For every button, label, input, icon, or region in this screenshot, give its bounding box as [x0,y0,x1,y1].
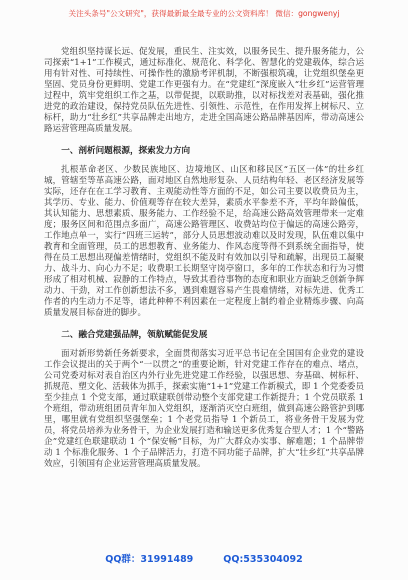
header-notice: 关注头条号"公文研究"，获得最新最全最专业的公文资料库！ 微信：gongwenyj [68,9,340,18]
section-body-1: 扎根革命老区、少数民族地区、边境地区、山区和移民区“五区一体”的壮乡红城，管辖至等革高速公路，面对地区自然地形复杂、人员结构年轻、老区经济发展等实际，还存在在工学习教育、主观能动性等方面的不足，如公司主要以收费员为主，其学历、专业、能力、价值观等存在较大差异，素质水平参差不齐，平均年龄偏低，其认知能力、思想素质、服务能力、工作经验不足，给高速公路高效管理带来一定难度；服务区间和范围点多面广，高速公路管理区、收费站均位于偏远的高速公路旁，工作地点单一，实行“四班三运转”，部分人员思想波动难以及时发现，队伍难以集中教育和全面管理，员工的思想教育、业务能力、作风态度等得不到系统全面指导，使得在员工思想出现偏差情绪时，党组织不能及时有效加以引导和疏解，出现员工凝聚力、战斗力、向心力不足；收费职工长期坚守岗亭窗口，多年的工作状态和行为习惯形成了相对机械、寂静的工作特点，导致其看待事物的态度和职业方面缺乏创新争辉动力、干劲，对工作创新想法不多，遇到难题容易产生畏难情绪，对标先进、优秀工作者的内生动力不足等，诸此种种不利因素在一定程度上制约着企业精炼步骤、向高质量发展目标奋进的脚步。 [44,165,364,318]
footer-qq: QQ:535304092 [223,554,303,565]
document-body [44,47,364,470]
footer-contact [0,554,408,566]
section-heading-1: 一、剖析问题根源，探索发力方向 [61,146,191,156]
intro-paragraph: 党组织坚持谋长远、促发展，重民生、注实效，以服务民生、提升服务能力，公司探索“1+1”工作模式，通过标准化、规范化、科学化、智慧化的党建载体，综合运用有针对性、可持续性、可操作性的激励考评机制，不断强根筑魂，让党组织堡垒更坚固、党员身份更鲜明、党建工作更强有力。在“党建红”深度嵌入“壮乡红”运营管理过程中，筑牢党组织工作之基，以带促提，以联助推，以对标找差对表基础，强化推进党的政治建设，保持党员队伍先进性、引领性、示范性，在作用发挥上树标尺、立标杆，助力“壮乡红”共享品牌走出地方，走进全国高速公路品牌基因库，带动高速公路运营管理高质量发展。 [44,47,364,134]
section-body-2: 面对新形势新任务新要求，全面贯彻落实习近平总书记在全国国有企业党的建设工作会议提出的关于两个“一以贯之”的重要论断，针对党建工作存在的难点、堵点，公司党委对标对表自治区内外行业先进党建工作经验，以强思想、夯基础、树标杆、抓规范、塑文化、活载体为抓手，探索实施“1+1”党建工作新模式，即 1 个党委委员至少挂点 1 个党支部，通过联建联创带动整个支部党建工作新提升；1 个党员联系 1 个班组，带动班组团员青年加入党组织，逐渐消灭空白班组，做到高速公路管护到哪里，哪里就有党组织坚强堡垒；1 个老党员指导 1 个新员工，将业务骨干发展为党员，将党员培养为业务骨干，为企业发展打造和输送更多优秀复合型人才；1 个“警路企”党建红色联建联动 1 个“保安畅”目标，为广大群众办实事、解难题；1 个品牌带动 1 个标准化服务、1 个子品牌活力，打造不同功能子品牌，扩大“壮乡红”共享品牌效应，引领国有企业运营管理高质量发展。 [44,349,364,469]
footer-qq-group: QQ群：31991489 [105,554,194,565]
section-heading-2: 二、融合党建强品牌，领航赋能促发展 [61,330,208,340]
